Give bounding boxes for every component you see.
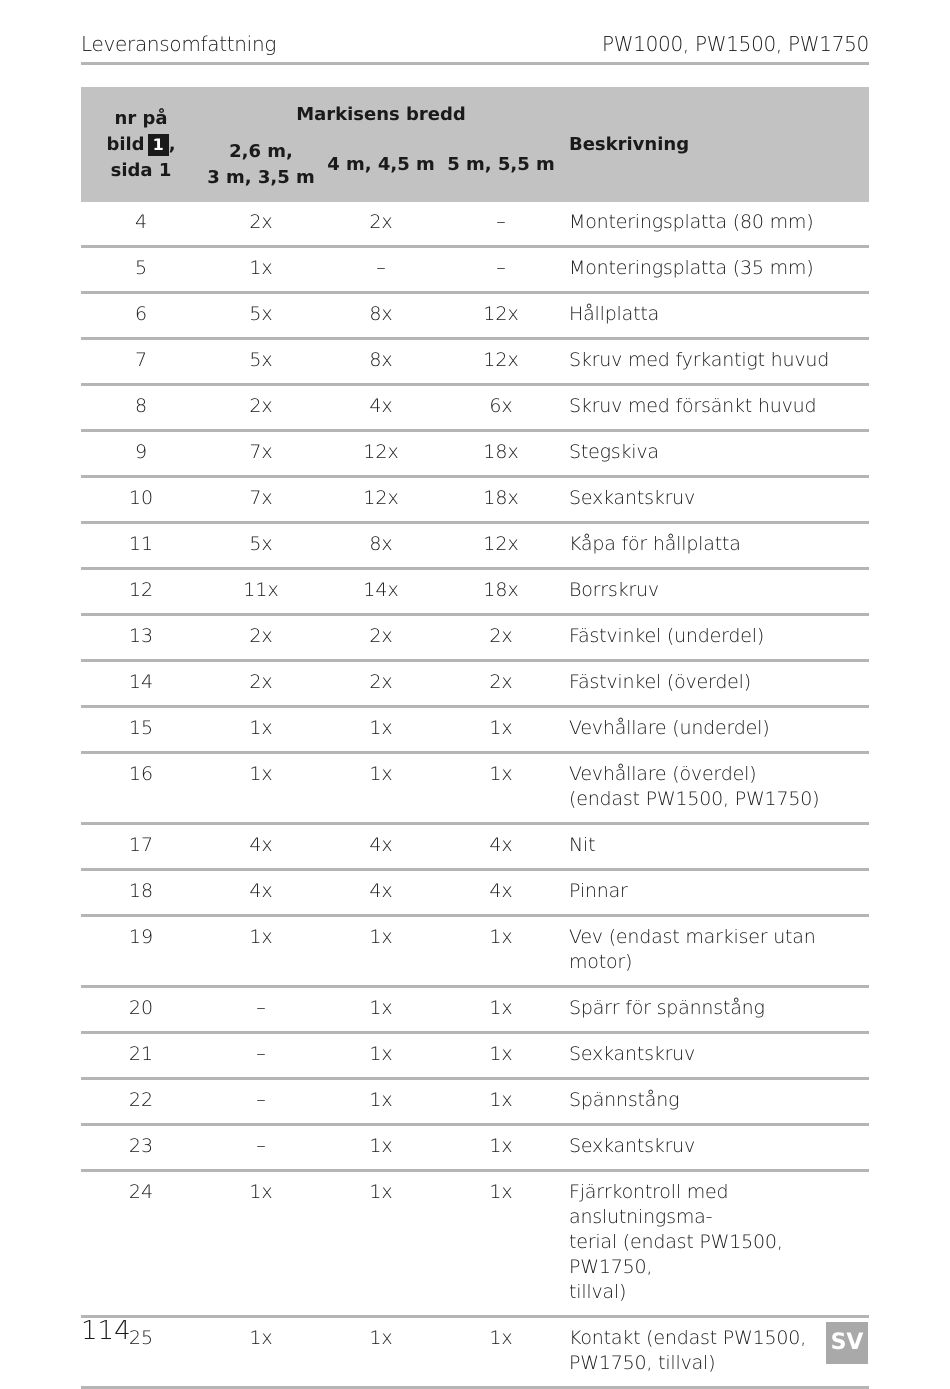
table-row [81, 1317, 869, 1388]
cell-quantity: 5x [201, 293, 321, 339]
cell-quantity: 1x [441, 987, 561, 1033]
description-line: Spännstång [569, 1089, 680, 1111]
cell-figure-number: 6 [81, 293, 201, 339]
cell-figure-number: 17 [81, 824, 201, 870]
cell-figure-number: 21 [81, 1033, 201, 1079]
cell-description [561, 247, 869, 293]
cell-quantity: 2x [201, 202, 321, 247]
cell-description [561, 202, 869, 247]
table-row [81, 1125, 869, 1171]
description-line: PW1750, tillval) [569, 1352, 716, 1374]
cell-description [561, 477, 869, 523]
table-row [81, 523, 869, 569]
description-line: Stegskiva [569, 441, 659, 463]
cell-figure-number: 23 [81, 1125, 201, 1171]
header-text: sida 1 [110, 159, 172, 181]
description-line: Vevhållare (underdel) [569, 717, 770, 739]
cell-quantity: 1x [201, 707, 321, 753]
cell-quantity: 1x [441, 1171, 561, 1317]
cell-quantity: 4x [321, 385, 441, 431]
cell-quantity: 1x [441, 1079, 561, 1125]
cell-description [561, 385, 869, 431]
description-line: Sexkantskruv [569, 487, 696, 509]
description-line: Kåpa för hållplatta [569, 533, 741, 555]
description-line: Spärr för spännstång [569, 997, 765, 1019]
table-row [81, 615, 869, 661]
cell-quantity: 1x [321, 1125, 441, 1171]
cell-description [561, 1079, 869, 1125]
cell-quantity: 2x [321, 661, 441, 707]
table-row [81, 870, 869, 916]
cell-figure-number: 20 [81, 987, 201, 1033]
table-row [81, 293, 869, 339]
column-header-width-3: 5 m, 5,5 m [441, 127, 561, 202]
table-row [81, 477, 869, 523]
page-number: 114 [81, 1316, 131, 1346]
description-line: Fästvinkel (överdel) [569, 671, 751, 693]
cell-quantity: – [201, 987, 321, 1033]
cell-quantity: 18x [441, 431, 561, 477]
cell-quantity: 8x [321, 293, 441, 339]
cell-description [561, 707, 869, 753]
cell-quantity: 18x [441, 569, 561, 615]
cell-quantity: 1x [201, 753, 321, 824]
description-line: Skruv med försänkt huvud [569, 395, 817, 417]
table-row [81, 916, 869, 987]
cell-quantity: 6x [441, 385, 561, 431]
cell-quantity: 4x [441, 824, 561, 870]
cell-quantity: 1x [441, 1317, 561, 1388]
cell-quantity: 12x [441, 339, 561, 385]
description-line: Hållplatta [569, 303, 660, 325]
cell-quantity: 12x [441, 293, 561, 339]
table-row [81, 753, 869, 824]
table-body [81, 202, 869, 1388]
cell-quantity: 2x [201, 661, 321, 707]
cell-quantity: 2x [441, 661, 561, 707]
column-header-width-1 [201, 127, 321, 202]
cell-quantity: – [441, 247, 561, 293]
cell-quantity: 1x [321, 916, 441, 987]
table-row [81, 202, 869, 247]
cell-quantity: 1x [441, 753, 561, 824]
cell-figure-number: 15 [81, 707, 201, 753]
cell-figure-number: 12 [81, 569, 201, 615]
cell-quantity: 2x [441, 615, 561, 661]
description-line: Borrskruv [569, 579, 659, 601]
cell-quantity: 8x [321, 523, 441, 569]
cell-quantity: 12x [441, 523, 561, 569]
cell-quantity: 1x [321, 1033, 441, 1079]
cell-quantity: 1x [321, 987, 441, 1033]
cell-quantity: 2x [201, 385, 321, 431]
cell-description [561, 339, 869, 385]
table-row [81, 385, 869, 431]
table-row [81, 824, 869, 870]
description-line: Vev (endast markiser utan motor) [569, 926, 816, 973]
cell-quantity: 1x [321, 1171, 441, 1317]
cell-quantity: 1x [201, 247, 321, 293]
table-row [81, 1079, 869, 1125]
cell-quantity: 14x [321, 569, 441, 615]
cell-description [561, 293, 869, 339]
table-row [81, 431, 869, 477]
cell-quantity: 1x [441, 707, 561, 753]
cell-figure-number: 7 [81, 339, 201, 385]
header-text: 2,6 m, [229, 140, 293, 162]
cell-quantity: 12x [321, 477, 441, 523]
description-line: Kontakt (endast PW1500, [569, 1327, 807, 1349]
cell-figure-number: 8 [81, 385, 201, 431]
cell-description [561, 1125, 869, 1171]
description-line: Sexkantskruv [569, 1135, 696, 1157]
description-line: (endast PW1500, PW1750) [569, 788, 820, 810]
cell-quantity: 12x [321, 431, 441, 477]
table-row [81, 987, 869, 1033]
cell-description [561, 1033, 869, 1079]
cell-description [561, 661, 869, 707]
cell-quantity: 2x [201, 615, 321, 661]
cell-description [561, 987, 869, 1033]
cell-figure-number: 14 [81, 661, 201, 707]
cell-quantity: 4x [201, 824, 321, 870]
cell-figure-number: 5 [81, 247, 201, 293]
cell-description [561, 615, 869, 661]
cell-description [561, 916, 869, 987]
cell-quantity: 1x [441, 1125, 561, 1171]
header-text: , [168, 133, 176, 155]
description-line: Fästvinkel (underdel) [569, 625, 765, 647]
cell-figure-number: 9 [81, 431, 201, 477]
column-header-figure-number [81, 87, 201, 202]
cell-figure-number: 11 [81, 523, 201, 569]
header-text: nr på [114, 107, 168, 129]
table-header [81, 87, 869, 202]
cell-quantity: 7x [201, 477, 321, 523]
cell-quantity: 4x [321, 824, 441, 870]
figure-badge: 1 [148, 134, 169, 156]
cell-quantity: 11x [201, 569, 321, 615]
section-title: Leveransomfattning [81, 32, 277, 56]
cell-quantity: 1x [321, 753, 441, 824]
cell-quantity: 4x [441, 870, 561, 916]
cell-quantity: 1x [321, 1317, 441, 1388]
cell-quantity: – [441, 202, 561, 247]
cell-figure-number: 25 [81, 1317, 201, 1388]
cell-quantity: – [321, 247, 441, 293]
description-line: Vevhållare (överdel) [569, 763, 757, 785]
cell-quantity: – [201, 1125, 321, 1171]
cell-quantity: – [201, 1033, 321, 1079]
header-text: bild [106, 133, 145, 155]
cell-description [561, 1171, 869, 1317]
description-line: terial (endast PW1500, PW1750, [569, 1231, 783, 1278]
cell-quantity: 4x [201, 870, 321, 916]
cell-quantity: 18x [441, 477, 561, 523]
cell-figure-number: 13 [81, 615, 201, 661]
description-line: Pinnar [569, 880, 628, 902]
cell-quantity: 5x [201, 523, 321, 569]
cell-quantity: 1x [441, 916, 561, 987]
table-row [81, 1171, 869, 1317]
table-row [81, 247, 869, 293]
description-line: Monteringsplatta (35 mm) [569, 257, 814, 279]
description-line: tillval) [569, 1281, 627, 1303]
table-row [81, 569, 869, 615]
cell-figure-number: 16 [81, 753, 201, 824]
description-line: Skruv med fyrkantigt huvud [569, 349, 830, 371]
cell-quantity: 1x [201, 1171, 321, 1317]
cell-description [561, 569, 869, 615]
header-text: 3 m, 3,5 m [207, 166, 315, 188]
description-line: Monteringsplatta (80 mm) [569, 211, 814, 233]
description-line: Sexkantskruv [569, 1043, 696, 1065]
cell-figure-number: 10 [81, 477, 201, 523]
cell-quantity: 7x [201, 431, 321, 477]
column-header-width-2: 4 m, 4,5 m [321, 127, 441, 202]
cell-description [561, 431, 869, 477]
cell-quantity: 8x [321, 339, 441, 385]
cell-quantity: 1x [441, 1033, 561, 1079]
model-list: PW1000, PW1500, PW1750 [601, 32, 869, 56]
cell-quantity: 1x [201, 1317, 321, 1388]
cell-figure-number: 22 [81, 1079, 201, 1125]
language-badge: SV [826, 1322, 868, 1364]
table-row [81, 339, 869, 385]
cell-description [561, 824, 869, 870]
cell-quantity: 2x [321, 202, 441, 247]
table-row [81, 1033, 869, 1079]
cell-figure-number: 4 [81, 202, 201, 247]
cell-description [561, 753, 869, 824]
column-group-awning-width: Markisens bredd [201, 87, 561, 127]
cell-quantity: 5x [201, 339, 321, 385]
column-header-description: Beskrivning [561, 87, 869, 202]
cell-quantity: 1x [321, 707, 441, 753]
cell-description [561, 870, 869, 916]
cell-figure-number: 19 [81, 916, 201, 987]
table-row [81, 707, 869, 753]
cell-figure-number: 24 [81, 1171, 201, 1317]
cell-quantity: 1x [321, 1079, 441, 1125]
delivery-scope-table [81, 87, 869, 1389]
cell-description [561, 523, 869, 569]
cell-quantity: 1x [201, 916, 321, 987]
cell-quantity: 2x [321, 615, 441, 661]
cell-description [561, 1317, 869, 1388]
table-row [81, 661, 869, 707]
description-line: Fjärrkontroll med anslutningsma- [569, 1181, 729, 1228]
description-line: Nit [569, 834, 596, 856]
running-header [81, 30, 869, 65]
cell-figure-number: 18 [81, 870, 201, 916]
cell-quantity: – [201, 1079, 321, 1125]
cell-quantity: 4x [321, 870, 441, 916]
